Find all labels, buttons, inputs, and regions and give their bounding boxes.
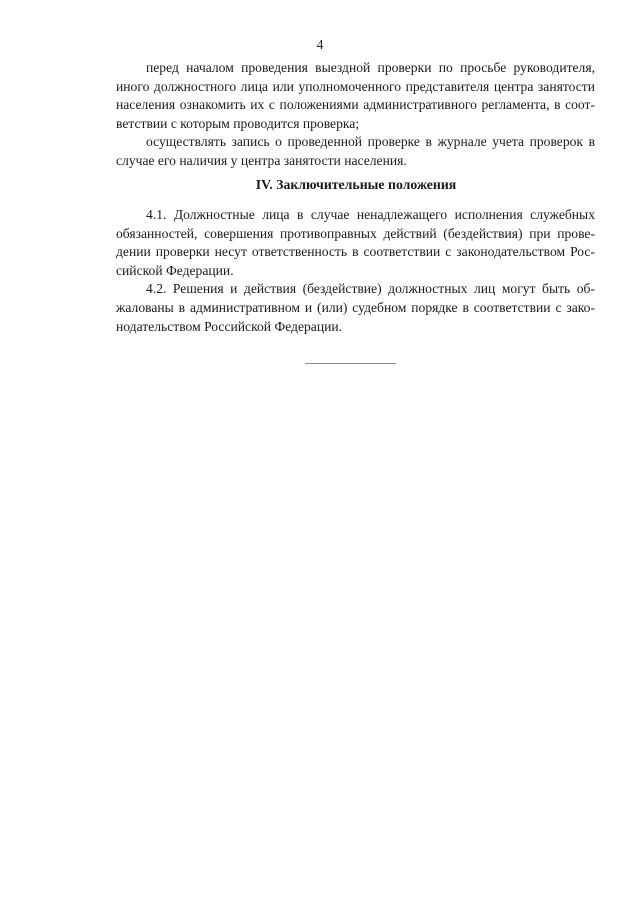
text-line: сийской Федерации. [116, 262, 234, 278]
paragraph-4-2 [116, 280, 595, 336]
section-iv-body [116, 206, 595, 336]
text-line: перед началом проведения выездной проверки по просьбе руководителя, [146, 60, 595, 75]
text-line: дении проверки несут ответственность в соответствии с законодательством Рос- [116, 244, 595, 260]
page-number: 4 [316, 37, 324, 52]
text-line: ветствии с которым проводится проверка; [116, 115, 360, 131]
text-line: нодательством Российской Федерации. [116, 318, 343, 334]
text-line: осуществлять запись о проведенной проверке в журнале учета проверок в [146, 134, 595, 150]
text-line: 4.1. Должностные лица в случае ненадлежащего исполнения служебных [146, 207, 595, 222]
end-of-document-rule [305, 363, 396, 364]
text-line: населения ознакомить их с положениями административного регламента, в соот- [116, 97, 595, 113]
previous-section-continuation [116, 59, 595, 171]
text-line: 4.2. Решения и действия (бездействие) должностных лиц могут быть об- [146, 281, 595, 297]
paragraph-4-1 [116, 206, 595, 280]
text-line: случае его наличия у центра занятости населения. [116, 152, 407, 168]
section-heading: IV. Заключительные положения [255, 177, 457, 192]
text-line: жалованы в административном и (или) судебном порядке в соответствии с зако- [116, 299, 595, 315]
text-line: обязанностей, совершения противоправных действий (бездействия) при прове- [116, 225, 595, 241]
paragraph-familiarize [116, 59, 595, 133]
text-line: иного должностного лица или уполномоченного представителя центра занятости [116, 78, 595, 94]
paragraph-journal-record [116, 133, 595, 170]
